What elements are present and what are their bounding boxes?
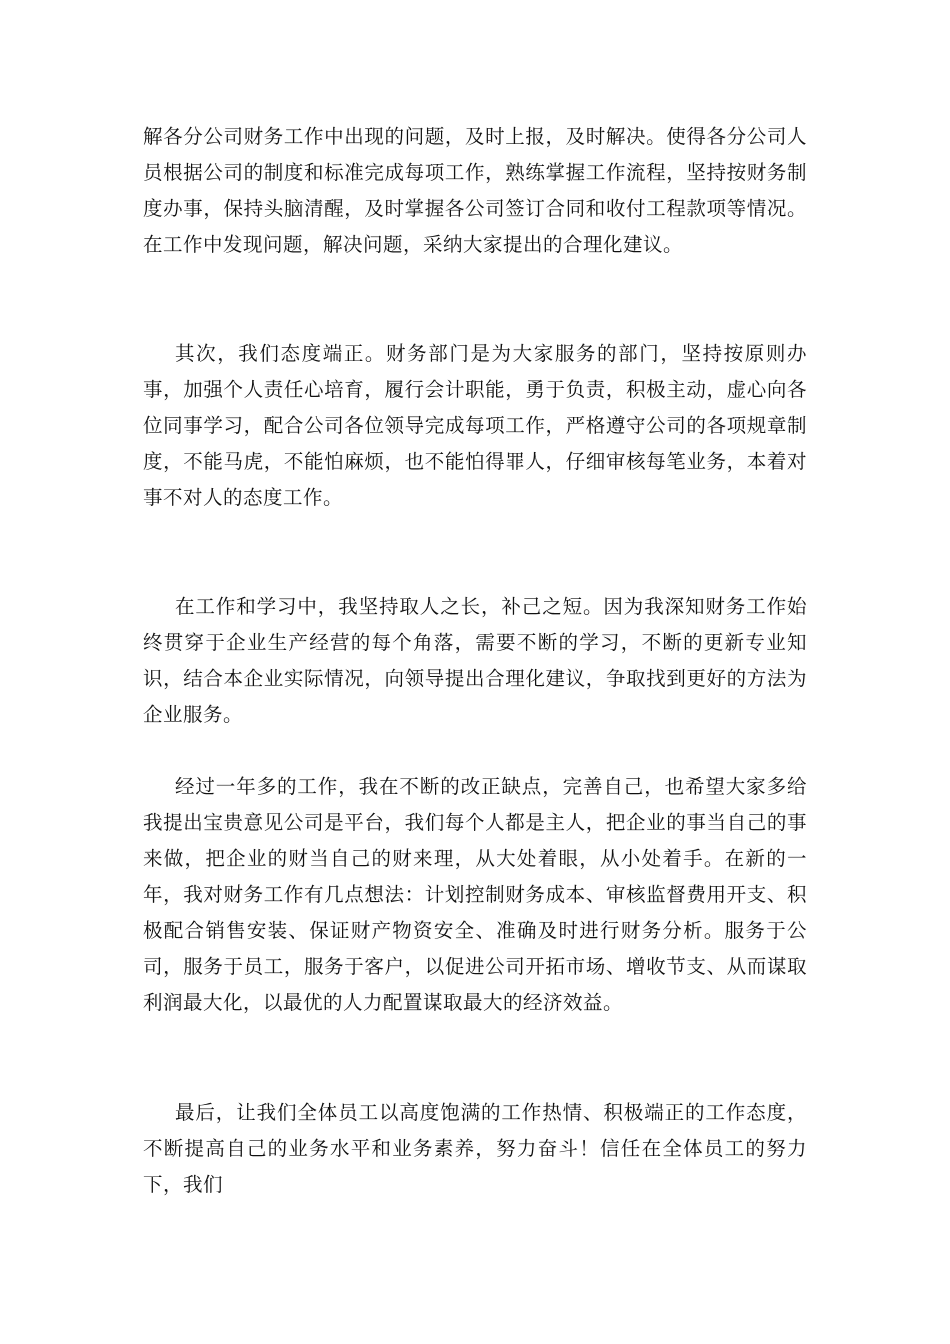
paragraph-plans: 经过一年多的工作，我在不断的改正缺点，完善自己，也希望大家多给我提出宝贵意见公司是平台，我们每个人都是主人，把企业的事当自己的事来做，把企业的财当自己的财来理，从大处着眼，从小处着手。在新的一年，我对财务工作有几点想法：计划控制财务成本、审核监督费用开支、积极配合销售安装、保证财产物资安全、准确及时进行财务分析。服务于公司，服务于员工，服务于客户，以促进公司开拓市场、增收节支、从而谋取利润最大化，以最优的人力配置谋取最大的经济效益。: [143, 775, 807, 1014]
paragraph-closing: 最后，让我们全体员工以高度饱满的工作热情、积极端正的工作态度，不断提高自己的业务水平和业务素养，努力奋斗！信任在全体员工的努力下，我们: [143, 1101, 807, 1196]
paragraph-attitude: 其次，我们态度端正。财务部门是为大家服务的部门，坚持按原则办事，加强个人责任心培育，履行会计职能，勇于负责，积极主动，虚心向各位同事学习，配合公司各位领导完成每项工作，严格遵守公司的各项规章制度，不能马虎，不能怕麻烦，也不能怕得罪人，仔细审核每笔业务，本着对事不对人的态度工作。: [143, 342, 807, 509]
paragraph-learning: 在工作和学习中，我坚持取人之长，补己之短。因为我深知财务工作始终贯穿于企业生产经营的每个角落，需要不断的学习，不断的更新专业知识，结合本企业实际情况，向领导提出合理化建议，争取找到更好的方法为企业服务。: [143, 595, 807, 726]
paragraph-continuation: 解各分公司财务工作中出现的问题，及时上报，及时解决。使得各分公司人员根据公司的制度和标准完成每项工作，熟练掌握工作流程，坚持按财务制度办事，保持头脑清醒，及时掌握各公司签订合同和收付工程款项等情况。在工作中发现问题，解决问题，采纳大家提出的合理化建议。: [143, 125, 807, 256]
